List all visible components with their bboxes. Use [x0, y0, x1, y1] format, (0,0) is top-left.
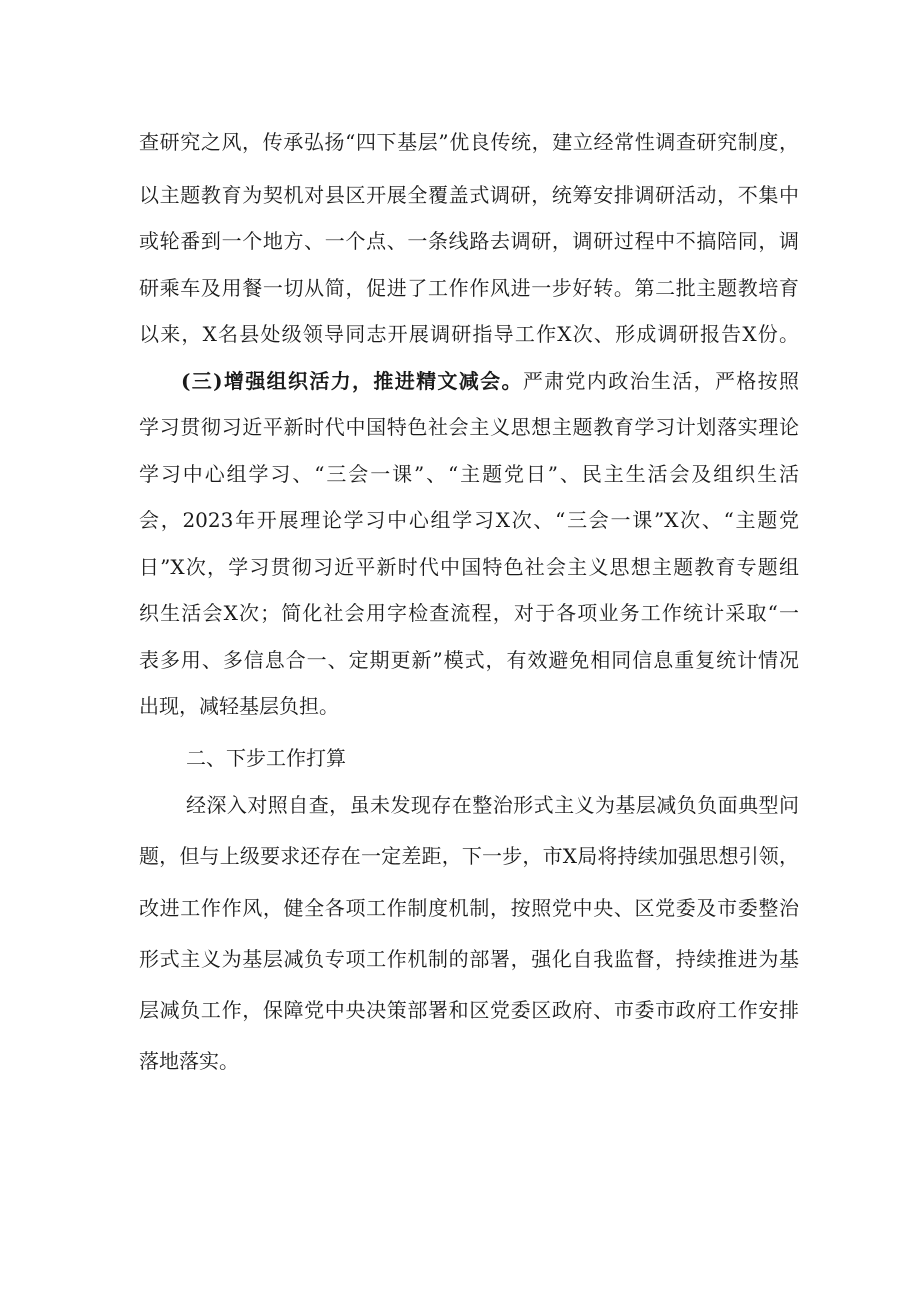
paragraph-line: 形式主义为基层减负专项工作机制的部署，强化自我监督，持续推进为基 [139, 947, 799, 971]
paragraph-line: 学习贯彻习近平新时代中国特色社会主义思想主题教育学习计划落实理论 [139, 415, 799, 439]
paragraph-line: 经深入对照自查，虽未发现存在整治形式主义为基层减负负面典型问 [186, 793, 799, 817]
paragraph-line: 学习中心组学习、“三会一课”、“主题党日”、民主生活会及组织生活 [139, 462, 799, 486]
subsection-heading: (三)增强组织活力，推进精文减会。 [181, 369, 523, 393]
paragraph-line: 改进工作作风，健全各项工作制度机制，按照党中央、区党委及市委整治 [139, 896, 799, 920]
paragraph-line: 会，2023年开展理论学习中心组学习X次、“三会一课”X次、“主题党 [139, 508, 799, 532]
paragraph-line: 或轮番到一个地方、一个点、一条线路去调研，调研过程中不搞陪同，调 [139, 229, 799, 253]
paragraph-text: 严肃党内政治生活，严格按照 [522, 369, 799, 393]
paragraph-line: 查研究之风，传承弘扬“四下基层”优良传统，建立经常性调查研究制度， [139, 130, 799, 154]
paragraph-first-line [181, 367, 799, 395]
paragraph-line: 研乘车及用餐一切从简，促进了工作作风进一步好转。第二批主题教培育 [139, 276, 799, 300]
paragraph-line: 出现，减轻基层负担。 [139, 694, 339, 718]
section-heading: 二、下步工作打算 [186, 746, 346, 770]
paragraph-line: 题，但与上级要求还存在一定差距，下一步，市X局将持续加强思想引领， [139, 844, 799, 868]
paragraph-line: 织生活会X次；简化社会用字检查流程，对于各项业务工作统计采取“一 [139, 601, 799, 625]
paragraph-line: 以来，X名县处级领导同志开展调研指导工作X次、形成调研报告X份。 [139, 322, 799, 346]
paragraph-line: 表多用、多信息合一、定期更新”模式，有效避免相同信息重复统计情况 [139, 648, 799, 672]
paragraph-line: 日”X次，学习贯彻习近平新时代中国特色社会主义思想主题教育专题组 [139, 555, 799, 579]
paragraph-line: 落地落实。 [139, 1049, 239, 1073]
paragraph-line: 层减负工作，保障党中央决策部署和区党委区政府、市委市政府工作安排 [139, 998, 799, 1022]
paragraph-line: 以主题教育为契机对县区开展全覆盖式调研，统筹安排调研活动，不集中 [139, 183, 799, 207]
